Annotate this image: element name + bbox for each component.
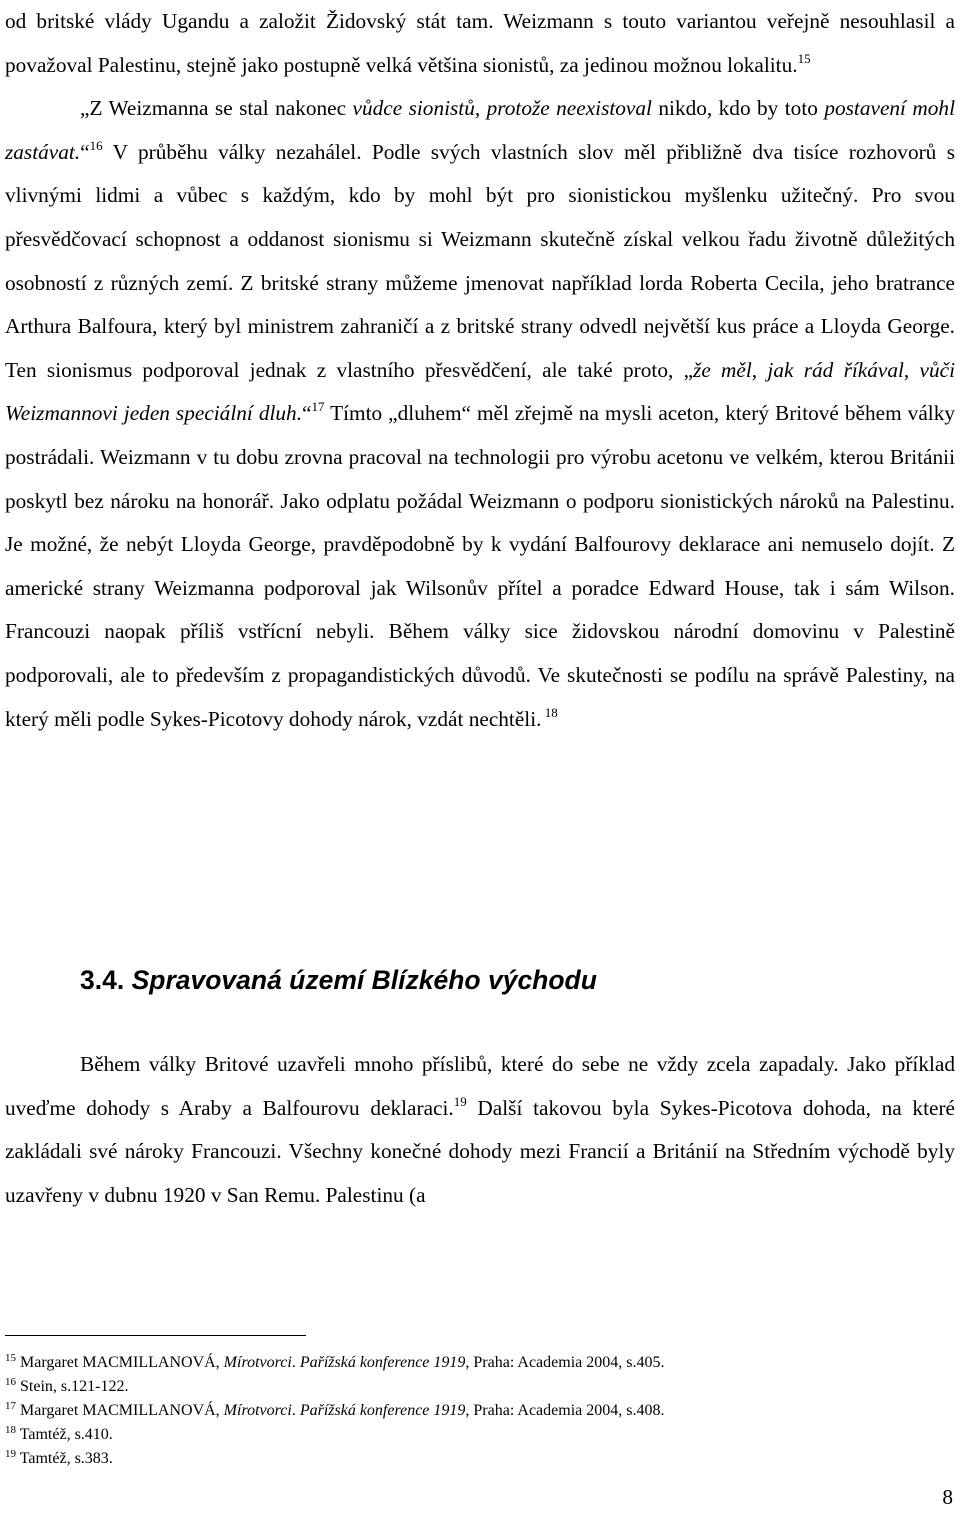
text-run: “	[302, 401, 312, 426]
body-paragraph-1	[5, 0, 955, 741]
footnote-text: Margaret MACMILLANOVÁ,	[16, 1354, 224, 1371]
text-run: “	[80, 139, 90, 164]
footnote-text: , Praha: Academia 2004, s.408.	[465, 1402, 665, 1419]
footnote-italic: Mírotvorci	[223, 1354, 292, 1371]
footnote-text: .	[291, 1354, 300, 1371]
text-run: „Z Weizmanna se stal nakonec	[80, 96, 353, 121]
footnote-number: 18	[5, 1424, 16, 1436]
footnote-16	[5, 1375, 945, 1399]
text-run: nikdo, kdo by toto	[651, 96, 825, 121]
footnote-18	[5, 1423, 945, 1447]
footnote-15	[5, 1351, 945, 1375]
footnotes	[5, 1351, 945, 1471]
italic-text: vůdce sionistů, protože neexistoval	[352, 96, 652, 121]
footnote-number: 17	[5, 1400, 16, 1412]
footnote-ref: 17	[311, 399, 325, 415]
footnote-number: 15	[5, 1352, 16, 1364]
footnote-divider	[5, 1335, 306, 1336]
footnote-ref: 16	[89, 137, 103, 153]
footnote-italic: Pařížská konference 1919	[299, 1354, 466, 1371]
italic-text: postavení mohl zastávat.	[5, 96, 955, 164]
text-run: V průběhu války nezahálel. Podle svých vlastních slov měl přibližně dva tisíce rozhovorů s vlivnými lidmi a vůbec s každým, kdo by mohl být pro sionistickou myšlenku užitečný. Pro svou přesvědčovací schopnost a oddanost sionismu si Weizmann skutečně získal velkou řadu životně důležitých osobností z různých zemí. Z britské strany můžeme jmenovat například lorda Roberta Cecila, jeho bratrance Arthura Balfoura, který byl ministrem zahraničí a z britské strany odvedl největší kus práce a Lloyda George. Ten sionismus podporoval jednak z vlastního přesvědčení, ale také proto, „	[5, 139, 955, 382]
text-run: Další takovou byla Sykes-Picotova dohoda, na které zakládali své nároky Francouzi. Všechny konečné dohody mezi Francií a Británií na Středním východě byly uzavřeny v dubnu 1920 v San Remu. Palestinu (a	[5, 1095, 955, 1207]
footnote-text: .	[291, 1402, 300, 1419]
section-heading	[80, 962, 597, 998]
footnote-text: Tamtéž, s.410.	[16, 1426, 113, 1443]
text-run: Během války Britové uzavřeli mnoho příslibů, které do sebe ne vždy zcela zapadaly. Jako příklad uveďme dohody s Araby a Balfourovu deklaraci.	[5, 1052, 955, 1120]
section-number: 3.4.	[80, 965, 125, 995]
footnote-ref: 18	[541, 704, 558, 720]
footnote-text: , Praha: Academia 2004, s.405.	[465, 1354, 665, 1371]
page-number: 8	[942, 1485, 953, 1509]
footnote-ref: 19	[453, 1093, 467, 1109]
italic-text: že měl, jak rád říkával, vůči Weizmannovi jeden speciální dluh.	[5, 357, 955, 426]
footnote-text: Stein, s.121-122.	[16, 1378, 129, 1395]
footnote-text: Margaret MACMILLANOVÁ,	[16, 1402, 224, 1419]
body-paragraph-2	[5, 1043, 955, 1217]
footnote-number: 16	[5, 1376, 16, 1388]
section-title: Spravovaná území Blízkého východu	[131, 965, 597, 995]
footnote-italic: Mírotvorci	[223, 1402, 292, 1419]
text-run: Tímto „dluhem“ měl zřejmě na mysli aceton, který Britové během války postrádali. Weizmann v tu dobu zrovna pracoval na technologii pro výrobu acetonu ve velkém, kterou Británii poskytl bez nároku na honorář. Jako odplatu požádal Weizmann o podporu sionistických nároků na Palestinu. Je možné, že nebýt Lloyda George, pravděpodobně by k vydání Balfourovy deklarace ani nemuselo dojít. Z americké strany Weizmanna podporoval jak Wilsonův přítel a poradce Edward House, tak i sám Wilson. Francouzi naopak příliš vstřícní nebyli. Během války sice židovskou národní domovinu v Palestině podporovali, ale to především z propagandistických důvodů. Ve skutečnosti se podílu na správě Palestiny, na který měli podle Sykes-Picotovy dohody nárok, vzdát nechtěli.	[5, 401, 955, 731]
footnote-italic: Pařížská konference 1919	[299, 1402, 466, 1419]
text-run: od britské vlády Ugandu a založit Židovský stát tam. Weizmann s touto variantou veřejně nesouhlasil a považoval Palestinu, stejně jako postupně velká většina sionistů, za jedinou možnou lokalitu.	[5, 9, 955, 77]
footnote-19	[5, 1447, 945, 1471]
footnote-ref: 15	[797, 50, 811, 66]
footnote-text: Tamtéž, s.383.	[16, 1450, 113, 1467]
footnote-number: 19	[5, 1448, 16, 1460]
footnote-17	[5, 1399, 945, 1423]
